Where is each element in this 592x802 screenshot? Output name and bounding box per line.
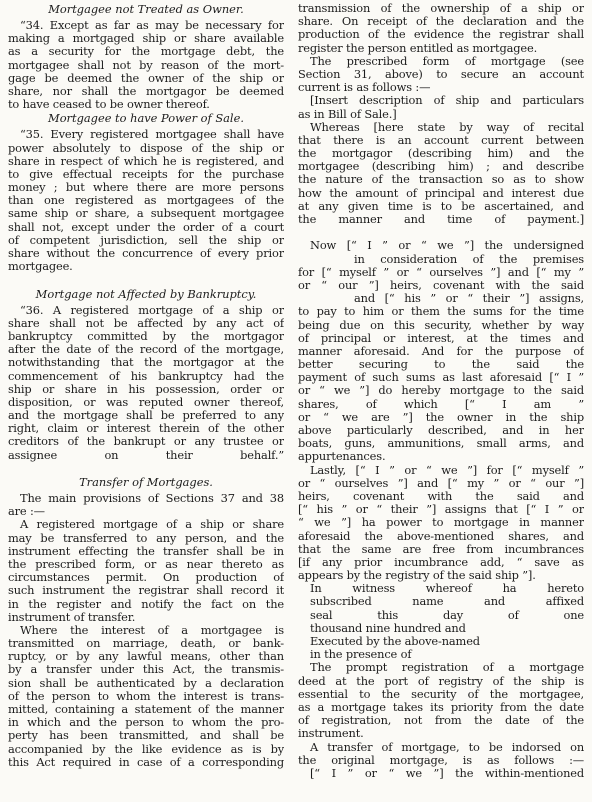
text-line: in consideration of the premises <box>354 252 584 266</box>
left-column <box>8 2 284 795</box>
text-line: and the mortgage shall be preferred to any <box>8 409 284 423</box>
text-line: ship or share in his possession, order or <box>8 382 284 396</box>
text-line: disposition, or was reputed owner thereof, <box>8 395 284 409</box>
text-line: creditors of the bankrupt or any trustee or <box>8 435 284 449</box>
text-line: “ we ”] ha power to mortgage in manner <box>298 516 584 530</box>
text-line: Lastly, [“ I ” or “ we ”] for [“ myself ” <box>310 463 584 477</box>
text-line: to have ceased to be owner thereof. <box>8 98 210 112</box>
text-line: gage be deemed the owner of the ship or <box>8 71 284 85</box>
text-line <box>8 782 284 795</box>
text-line: The prescribed form of mortgage (see <box>310 54 584 68</box>
text-line: Now [“ I ” or “ we ”] the undersigned <box>310 239 584 253</box>
text-line: mortgagee. <box>8 260 73 274</box>
text-line: In witness whereof ha hereto <box>310 582 584 596</box>
section-heading: Transfer of Mortgages. <box>79 475 213 489</box>
text-line: appears by the registry of the said ship ”]. <box>298 569 536 583</box>
section-heading: Mortgagee not Treated as Owner. <box>48 2 244 16</box>
text-line: of the person to whom the interest is trans- <box>8 689 284 703</box>
text-line: boats, guns, ammunitions, small arms, and <box>298 437 584 451</box>
text-line: the mortgagor (describing him) and the <box>298 147 584 161</box>
text-line: current is as follows :— <box>298 81 431 95</box>
text-line: [“ I ” or “ we ”] the within-mentioned <box>310 766 584 780</box>
text-line: share shall not be affected by any act of <box>8 316 284 330</box>
text-line: of principal or interest, at the times and <box>298 331 584 345</box>
text-line <box>8 769 284 782</box>
text-line: the manner and time of payment.] <box>298 213 584 226</box>
text-line: or “ we are ”] the owner in the ship <box>298 410 584 424</box>
text-line: seal this day of one <box>310 608 584 622</box>
text-line: register the person entitled as mortgagee. <box>298 41 538 55</box>
text-line: instrument effecting the transfer shall be in <box>8 544 284 558</box>
text-line: that there is an account current between <box>298 133 584 147</box>
text-line: ruptcy, or by any lawful means, other than <box>8 650 284 664</box>
text-line: assignee on their behalf.” <box>8 448 284 462</box>
text-line: at any given time is to be ascertained, and <box>298 199 584 213</box>
section-heading: Mortgagee to have Power of Sale. <box>48 111 244 126</box>
text-line: or “ our ”] heirs, covenant with the said <box>298 278 584 292</box>
text-line: and [“ his ” or “ their ”] assigns, <box>354 292 584 306</box>
text-line: above particularly described, and in her <box>298 424 584 437</box>
text-line: sion shall be authenticated by a declaration <box>8 676 284 690</box>
text-line: accompanied by the like evidence as is by <box>8 742 284 756</box>
text-line: Where the interest of a mortgagee is <box>20 623 284 637</box>
text-line: by a transfer under this Act, the transmis- <box>8 663 284 677</box>
text-line: the original mortgage, is as follows :— <box>298 753 584 767</box>
text-line: mortgagee shall not by reason of the mort- <box>8 58 284 72</box>
text-line: as a mortgage takes its priority from the date <box>298 700 584 714</box>
text-line <box>8 273 284 286</box>
text-line <box>298 226 584 239</box>
text-line: in the register and notify the fact on the <box>8 597 284 611</box>
text-line: circumstances permit. On production of <box>8 571 284 585</box>
text-line: deed at the port of registry of the ship is <box>298 674 584 688</box>
text-line: how the amount of principal and interest due <box>298 186 584 200</box>
text-line: power absolutely to dispose of the ship or <box>8 141 284 155</box>
text-line: aforesaid the above-mentioned shares, and <box>298 529 584 543</box>
text-line: The prompt registration of a mortgage <box>310 661 584 675</box>
text-line: the nature of the transaction so as to show <box>298 173 584 187</box>
text-line: A registered mortgage of a ship or share <box>20 518 284 532</box>
text-line: this Act required in case of a corresponding <box>8 755 284 769</box>
text-line: Section 31, above) to secure an account <box>298 67 584 81</box>
text-line: perty has been transmitted, and shall be <box>8 729 284 743</box>
text-line: such instrument the registrar shall record it <box>8 584 284 598</box>
text-line: “36. A registered mortgage of a ship or <box>20 303 284 317</box>
text-line: subscribed name and affixed <box>310 595 584 609</box>
text-line: share, nor shall the mortgagor be deemed <box>8 84 284 98</box>
text-line: being due on this security, whether by way <box>298 318 584 332</box>
text-line: that the same are free from incumbrances <box>298 542 584 556</box>
text-line: right, claim or interest therein of the other <box>8 422 284 436</box>
section-heading: Mortgage not Affected by Bankruptcy. <box>35 286 257 301</box>
text-line: for [“ myself ” or “ ourselves ”] and [“ my ” <box>298 265 584 279</box>
text-line: after the date of the record of the mortgage, <box>8 343 284 357</box>
text-line: or “ we ”] do hereby mortgage to the said <box>298 384 584 398</box>
text-line: thousand nine hundred and <box>310 621 466 635</box>
text-line: [“ his ” or “ their ”] assigns that [“ I ” or <box>298 503 584 517</box>
text-line: shares, of which [“ I am ” <box>298 397 584 411</box>
text-line: same ship or share, a subsequent mortgagee <box>8 207 284 221</box>
text-line: manner aforesaid. And for the purpose of <box>298 344 584 358</box>
text-line <box>8 462 284 475</box>
text-line: of registration, not from the date of the <box>298 714 584 728</box>
text-line: “34. Except as far as may be necessary for <box>20 19 284 32</box>
text-line: Whereas [here state by way of recital <box>310 120 584 134</box>
text-line: Executed by the above-named <box>310 635 480 648</box>
text-line: notwithstanding that the mortgagor at the <box>8 356 284 370</box>
text-line: share. On receipt of the declaration and the <box>298 15 584 29</box>
text-line: mitted, containing a statement of the manner <box>8 703 284 716</box>
text-line: shall not, except under the order of a court <box>8 220 284 234</box>
text-line: may be transferred to any person, and the <box>8 531 284 545</box>
text-line: in which and the person to whom the pro- <box>8 716 284 730</box>
text-line: transmitted on marriage, death, or bank- <box>8 637 284 651</box>
text-line: money ; but where there are more persons <box>8 181 284 195</box>
text-line: to pay to him or them the sums for the time <box>298 305 584 319</box>
text-line: appurtenances. <box>298 450 386 464</box>
right-column <box>298 2 584 780</box>
text-line: heirs, covenant with the said and <box>298 489 584 503</box>
text-line: bankruptcy committed by the mortgagor <box>8 329 284 343</box>
text-line: share without the concurrence of every prior <box>8 247 284 260</box>
text-line: production of the evidence the registrar shall <box>298 28 584 42</box>
text-line: payment of such sums as last aforesaid [“ I ” <box>298 371 584 385</box>
text-line: than one registered as mortgagees of the <box>8 194 284 208</box>
text-line: or “ ourselves ”] and [“ my ” or “ our ”] <box>298 476 584 490</box>
text-line: A transfer of mortgage, to be indorsed on <box>310 740 584 754</box>
text-line: [Insert description of ship and particulars <box>310 94 584 108</box>
text-line: instrument of transfer. <box>8 610 136 624</box>
text-line: essential to the security of the mortgagee, <box>298 687 584 701</box>
text-line: transmission of the ownership of a ship or <box>298 2 584 15</box>
text-line: as in Bill of Sale.] <box>298 107 397 121</box>
text-line: The main provisions of Sections 37 and 38 <box>20 492 284 505</box>
text-line: the prescribed form, or as near thereto as <box>8 557 284 571</box>
text-line: commencement of his bankruptcy had the <box>8 369 284 383</box>
text-line: in the presence of <box>310 648 412 662</box>
text-line: to give effectual receipts for the purchase <box>8 167 284 181</box>
text-line: are :— <box>8 505 45 519</box>
text-line: “35. Every registered mortgagee shall have <box>20 128 284 142</box>
text-line: [if any prior incumbrance add, “ save as <box>298 555 584 569</box>
text-line: of competent jurisdiction, sell the ship or <box>8 233 284 247</box>
text-line: instrument. <box>298 727 364 741</box>
text-line: better securing to the said the <box>298 358 584 372</box>
text-line: as a security for the mortgage debt, the <box>8 45 284 59</box>
text-line: mortgagee (describing him) ; and describe <box>298 160 584 174</box>
text-line: making a mortgaged ship or share available <box>8 32 284 46</box>
text-line: share in respect of which he is registered, and <box>8 154 284 168</box>
